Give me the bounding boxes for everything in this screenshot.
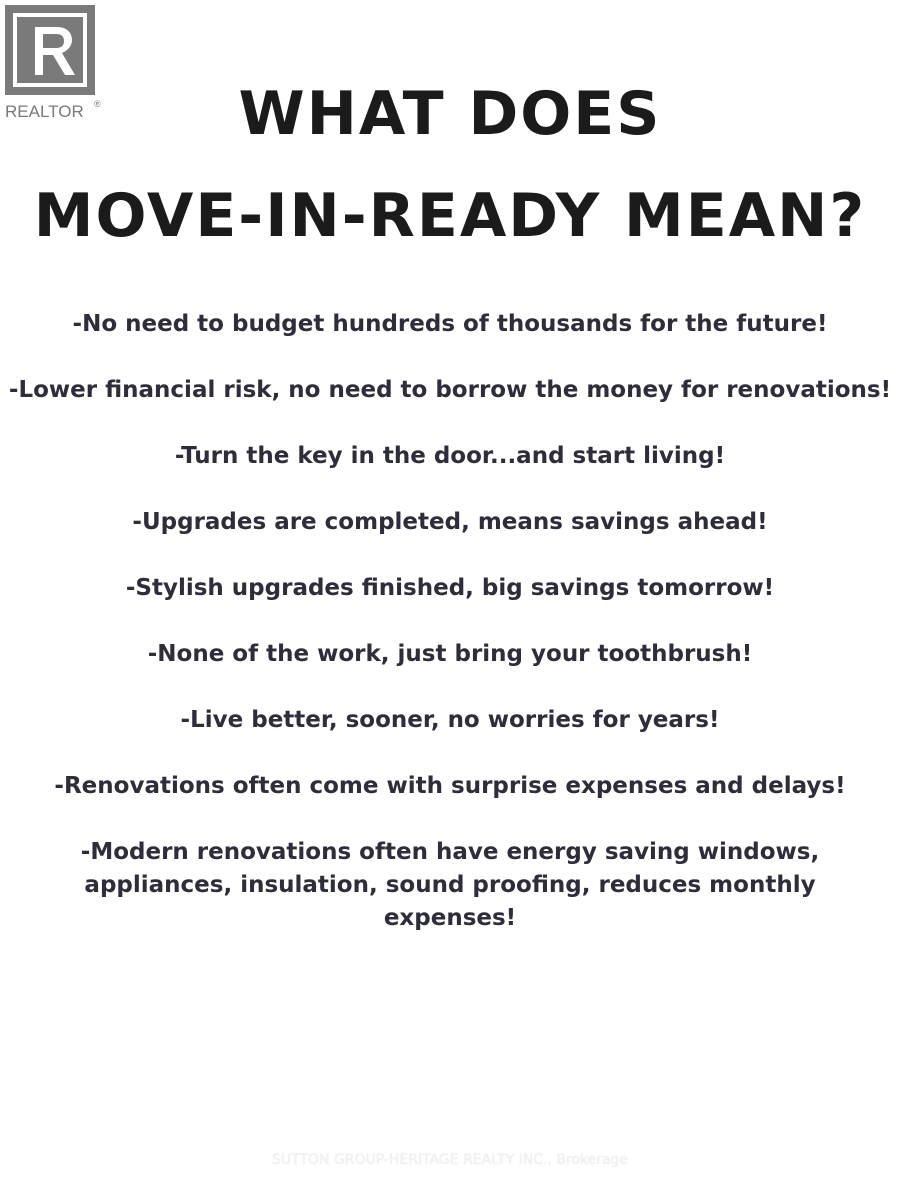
list-item: -Stylish upgrades finished, big savings tomorrow! <box>125 575 775 601</box>
list-item: -Live better, sooner, no worries for years! <box>180 707 720 733</box>
list-item: -No need to budget hundreds of thousands for the future! <box>72 311 828 337</box>
brokerage-watermark: SUTTON GROUP-HERITAGE REALTY INC., Brokerage <box>271 1152 629 1168</box>
list-item: -None of the work, just bring your toothbrush! <box>147 641 753 667</box>
list-item: -Modern renovations often have energy saving windows, appliances, insulation, sound proofing, reduces monthly expenses! <box>80 839 820 931</box>
benefits-list <box>0 308 900 935</box>
page-title-line-2: MOVE-IN-READY MEAN? <box>33 181 867 251</box>
list-item: -Turn the key in the door...and start living! <box>174 443 726 469</box>
realtor-logo-trademark: ® <box>94 99 101 109</box>
list-item: -Renovations often come with surprise expenses and delays! <box>54 773 846 799</box>
realtor-logo-text: REALTOR <box>5 102 84 121</box>
list-item: -Lower financial risk, no need to borrow the money for renovations! <box>8 377 892 403</box>
list-item: -Upgrades are completed, means savings ahead! <box>132 509 768 535</box>
page-title-line-1: WHAT DOES <box>238 79 662 149</box>
